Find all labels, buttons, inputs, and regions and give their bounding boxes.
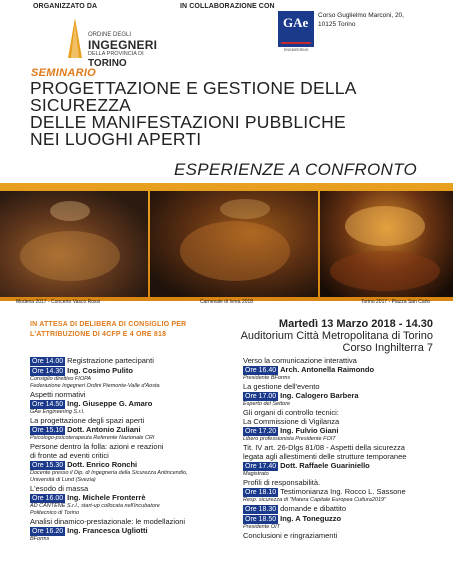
program-text: Verso la comunicazione interattiva [243,356,357,365]
event-type-label: SEMINARIO [31,67,97,79]
program-item [243,531,448,540]
event-venue: Auditorium Città Metropolitana di Torino [240,330,433,342]
photo-torino-piazza [320,191,453,297]
program-time-badge: Ore 18.50 [245,516,277,523]
program-affiliation: Università di Lund (Svezia) [30,477,96,483]
ordine-line4: TORINO [88,58,127,69]
program-speaker: Dott. Antonio Zuliani [67,425,141,434]
program-item [243,382,448,391]
credits-line2: L'ATTRIBUZIONE DI 4CFP E 4 ORE 818 [30,331,167,338]
ordine-ingegneri-logo [54,14,174,69]
program-item [30,356,235,366]
program-time-badge: Ore 17.40 [245,463,277,470]
ordine-line2: INGEGNERI [88,38,158,52]
program-affiliation: Magistrato [243,471,269,477]
program-speaker: Dott. Enrico Ronchi [67,460,138,469]
program-time-badge: Ore 15.10 [32,427,64,434]
program-item [30,366,235,376]
gae-logo [278,11,314,47]
program-speaker: Ing. Michele Fronterrè [67,493,146,502]
program-affiliation: Resp. sicurezza di "Matera Capitale Europea Cultura2019" [243,497,387,503]
program-speaker: Arch. Antonella Raimondo [280,365,375,374]
program-text: Conclusioni e ringraziamenti [243,531,338,540]
gae-logo-text: GAe [283,15,309,30]
photo-ivrea-carnival [150,191,318,297]
program-text: domande e dibattito [280,504,347,513]
program-affiliation: Consiglio direttivo FIOPA [30,376,92,382]
program-time-badge: Ore 14.50 [32,401,64,408]
program-item [243,391,448,401]
ordine-ingegneri-text [88,32,157,69]
program-affiliation: Psicologo-psicoterapeuta Referente Nazionale CRI [30,435,155,441]
program-affiliation: Esperto del Settore [243,401,291,407]
gae-address-line1: Corso Guglielmo Marconi, 20, [318,12,404,19]
photo-caption-2: Carnevale di Ivrea 2018 [200,299,254,305]
program-text: legata agli allestimenti delle strutture temporanee [243,452,407,461]
program-item [30,390,235,399]
program-item [30,425,235,435]
program-text: Analisi dinamico-prestazionale: le modellazioni [30,517,186,526]
program-affiliation: Docente presso il Dip. di Ingegneria della Sicurezza Antincendio, [30,470,188,476]
program-time-badge: Ore 17.00 [245,393,277,400]
ordine-line3: DELLA PROVINCIA DI [88,51,144,57]
program-item [243,356,448,365]
program-time-badge: Ore 16.40 [245,367,277,374]
program-affiliation: AD CANTENE S.r.l., start-up collocata nell'incubatore [30,503,160,509]
event-when [241,318,433,354]
program-speaker: Dott. Raffaele Guariniello [280,461,370,470]
program-time-badge: Ore 18.30 [245,506,277,513]
program-item [30,526,235,536]
program-speaker: Ing. Francesca Ugliotti [67,526,148,535]
program-item [243,487,448,497]
program-item [243,417,448,426]
gae-logo-stripe [281,42,311,44]
ordine-ingegneri-mark-icon [66,18,84,58]
program-item [243,504,448,514]
photo-caption-1: Modena 2017 - Concerto Vasco Rossi [16,299,101,305]
program-text: Profili di responsabilità. [243,478,321,487]
gae-address [318,11,404,29]
program-item [243,426,448,436]
program-affiliation: BForms [30,536,50,542]
photo-modena-concert [0,191,148,297]
program-time-badge: Ore 18.10 [245,489,277,496]
program-time-badge: Ore 15.30 [32,462,64,469]
program-speaker: Ing. Giuseppe G. Amaro [67,399,153,408]
program-item [243,452,448,461]
program-time-badge: Ore 16.00 [32,495,64,502]
organized-by-label: ORGANIZZATO DA [33,3,98,10]
gae-logo-small: ENGINEERING [284,48,309,52]
program-right-column [243,356,448,540]
program-text: Aspetti normativi [30,390,86,399]
program-time-badge: Ore 16.20 [32,528,64,535]
program-item [30,493,235,503]
event-date: Martedì 13 Marzo 2018 - 14.30 [278,318,433,330]
program-item [30,416,235,425]
program-text: Gli organi di controllo tecnici: [243,408,339,417]
program-item [243,365,448,375]
program-speaker: Ing. Calogero Barbera [280,391,359,400]
program-left-column [30,356,235,543]
program-item [30,442,235,451]
event-title [30,80,445,148]
program-item [243,408,448,417]
event-subtitle: ESPERIENZE A CONFRONTO [173,160,417,179]
program-text: La gestione dell'evento [243,382,320,391]
program-text: La progettazione degli spazi aperti [30,416,145,425]
program-affiliation: Presidente OIT [243,524,280,530]
program-text: La Commissione di Vigilanza [243,417,340,426]
program-text: L'esodo di massa [30,484,89,493]
program-text: di fronte ad eventi critici [30,451,109,460]
credits-line1: IN ATTESA DI DELIBERA DI CONSIGLIO PER [30,321,187,328]
program-item [30,399,235,409]
program-speaker: Ing. Fulvio Giani [280,426,339,435]
program-time-badge: Ore 14.00 [32,358,64,365]
program-affiliation: GAe Engineering S.r.l. [30,409,85,415]
program-item [30,484,235,493]
title-line-4: NEI LUOGHI APERTI [30,129,202,149]
program-text: Testimonianza Ing. Rocco L. Sassone [280,487,406,496]
credits-notice [30,320,186,340]
program-affiliation: Presidente BForms [243,375,291,381]
program-item [243,478,448,487]
program-affiliation: Libero professionista Presidente FOIT [243,436,336,442]
title-line-2: SICUREZZA [30,95,131,115]
program-affiliation: Federazione Ingegneri Ordini Piemonte-Valle d'Aosta [30,383,160,389]
program-item [243,514,448,524]
program-item [30,517,235,526]
collaboration-label: IN COLLABORAZIONE CON [180,3,275,10]
program-text: Tit. IV art. 26-Dlgs 81/08 - Aspetti della sicurezza [243,443,405,452]
program-speaker: Ing. Cosimo Pulito [67,366,133,375]
program-time-badge: Ore 17.20 [245,428,277,435]
program-item [30,451,235,460]
program-item [30,460,235,470]
program-speaker: Ing. A Toneguzzo [280,514,342,523]
ordine-line1: ORDINE DEGLI [88,32,132,38]
program-item [243,461,448,471]
title-line-1: PROGETTAZIONE E GESTIONE DELLA [30,78,357,98]
program-time-badge: Ore 14.30 [32,368,64,375]
event-address: Corso Inghilterra 7 [342,342,433,354]
gae-address-line2: 10125 Torino [318,21,356,28]
program-affiliation: Politecnico di Torino [30,510,80,516]
program-text: Persone dentro la folla: azioni e reazioni [30,442,164,451]
program-item [243,443,448,452]
photo-caption-3: Torino 2017 - Piazza San Carlo [361,299,431,305]
program-text: Registrazione partecipanti [67,356,154,365]
title-line-3: DELLE MANIFESTAZIONI PUBBLICHE [30,112,346,132]
